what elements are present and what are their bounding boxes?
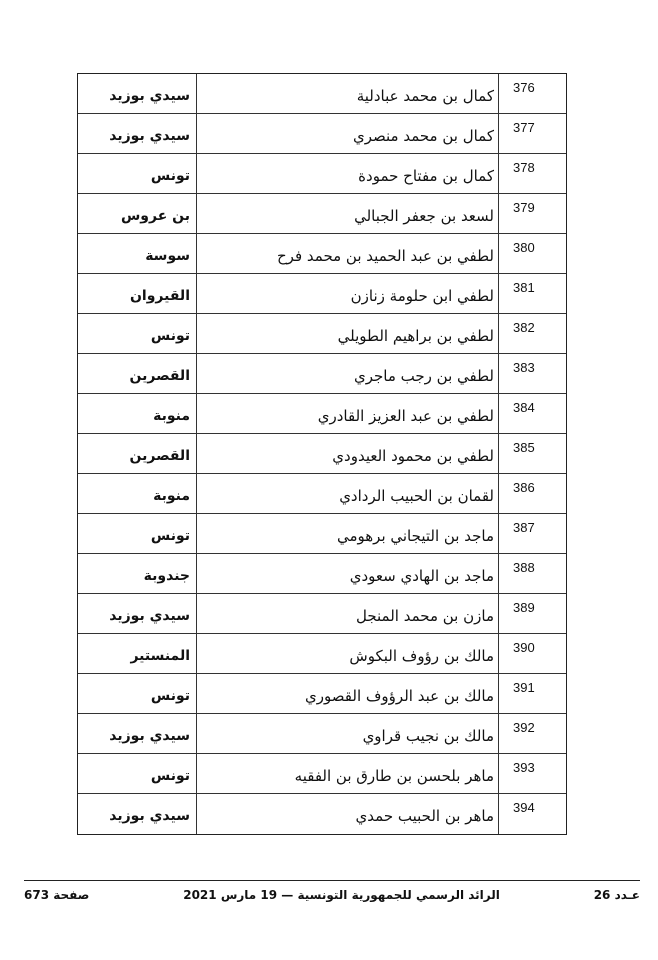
names-table bbox=[77, 73, 567, 835]
person-name: مازن بن محمد المنجل bbox=[196, 594, 498, 633]
row-number: 391 bbox=[498, 674, 566, 713]
row-number: 378 bbox=[498, 154, 566, 193]
person-name: لطفي بن محمود العيدودي bbox=[196, 434, 498, 473]
person-name: كمال بن مفتاح حمودة bbox=[196, 154, 498, 193]
governorate: القصرين bbox=[129, 448, 190, 464]
governorate: تونس bbox=[150, 328, 190, 344]
row-number: 382 bbox=[498, 314, 566, 353]
person-name: لطفي بن عبد الحميد بن محمد فرح bbox=[196, 234, 498, 273]
table-row bbox=[78, 154, 566, 194]
table-row bbox=[78, 714, 566, 754]
table-row bbox=[78, 74, 566, 114]
person-name: لطفي بن براهيم الطويلي bbox=[196, 314, 498, 353]
table-row bbox=[78, 634, 566, 674]
governorate: القيروان bbox=[129, 288, 190, 304]
row-number: 392 bbox=[498, 714, 566, 753]
person-name: لطفي بن عبد العزيز القادري bbox=[196, 394, 498, 433]
governorate: منوبة bbox=[153, 488, 190, 504]
governorate: منوبة bbox=[153, 408, 190, 424]
row-number: 383 bbox=[498, 354, 566, 393]
table-row bbox=[78, 234, 566, 274]
person-name: ماهر بن الحبيب حمدي bbox=[196, 794, 498, 834]
governorate: تونس bbox=[150, 688, 190, 704]
row-number: 381 bbox=[498, 274, 566, 313]
table-row bbox=[78, 274, 566, 314]
governorate: سيدي بوزيد bbox=[109, 808, 190, 824]
person-name: لقمان بن الحبيب الردادي bbox=[196, 474, 498, 513]
footer-divider bbox=[24, 880, 640, 881]
row-number: 388 bbox=[498, 554, 566, 593]
table-row bbox=[78, 394, 566, 434]
page-footer bbox=[24, 884, 640, 906]
person-name: لطفي ابن حلومة زنازن bbox=[196, 274, 498, 313]
governorate: سوسة bbox=[145, 248, 190, 264]
row-number: 377 bbox=[498, 114, 566, 153]
governorate: المنستير bbox=[130, 648, 190, 664]
table-row bbox=[78, 514, 566, 554]
person-name: لسعد بن جعفر الجبالي bbox=[196, 194, 498, 233]
person-name: ماهر بلحسن بن طارق بن الفقيه bbox=[196, 754, 498, 793]
person-name: لطفي بن رجب ماجري bbox=[196, 354, 498, 393]
table-row bbox=[78, 114, 566, 154]
row-number: 376 bbox=[498, 74, 566, 113]
table-row bbox=[78, 794, 566, 834]
governorate: تونس bbox=[150, 168, 190, 184]
governorate: تونس bbox=[150, 768, 190, 784]
person-name: ماجد بن الهادي سعودي bbox=[196, 554, 498, 593]
footer-issue-number: عـدد 26 bbox=[593, 888, 640, 902]
row-number: 380 bbox=[498, 234, 566, 273]
row-number: 389 bbox=[498, 594, 566, 633]
row-number: 384 bbox=[498, 394, 566, 433]
table-row bbox=[78, 754, 566, 794]
row-number: 387 bbox=[498, 514, 566, 553]
row-number: 394 bbox=[498, 794, 566, 834]
person-name: كمال بن محمد عبادلية bbox=[196, 74, 498, 113]
table-row bbox=[78, 594, 566, 634]
row-number: 393 bbox=[498, 754, 566, 793]
table-row bbox=[78, 314, 566, 354]
governorate: سيدي بوزيد bbox=[109, 88, 190, 104]
table-row bbox=[78, 434, 566, 474]
row-number: 386 bbox=[498, 474, 566, 513]
table-row bbox=[78, 674, 566, 714]
person-name: كمال بن محمد منصري bbox=[196, 114, 498, 153]
table-row bbox=[78, 354, 566, 394]
person-name: مالك بن عبد الرؤوف القصوري bbox=[196, 674, 498, 713]
footer-journal-title: الرائد الرسمي للجمهورية التونسية — 19 مارس 2021 bbox=[183, 888, 500, 902]
person-name: مالك بن رؤوف البكوش bbox=[196, 634, 498, 673]
governorate: القصرين bbox=[129, 368, 190, 384]
person-name: مالك بن نجيب قراوي bbox=[196, 714, 498, 753]
row-number: 385 bbox=[498, 434, 566, 473]
footer-page-number: صفحة 673 bbox=[24, 888, 90, 902]
governorate: سيدي بوزيد bbox=[109, 728, 190, 744]
governorate: جندوبة bbox=[143, 568, 190, 584]
person-name: ماجد بن التيجاني برهومي bbox=[196, 514, 498, 553]
table-row bbox=[78, 554, 566, 594]
governorate: سيدي بوزيد bbox=[109, 608, 190, 624]
governorate: سيدي بوزيد bbox=[109, 128, 190, 144]
table-row bbox=[78, 474, 566, 514]
governorate: تونس bbox=[150, 528, 190, 544]
row-number: 390 bbox=[498, 634, 566, 673]
governorate: بن عروس bbox=[120, 208, 190, 224]
row-number: 379 bbox=[498, 194, 566, 233]
table-row bbox=[78, 194, 566, 234]
